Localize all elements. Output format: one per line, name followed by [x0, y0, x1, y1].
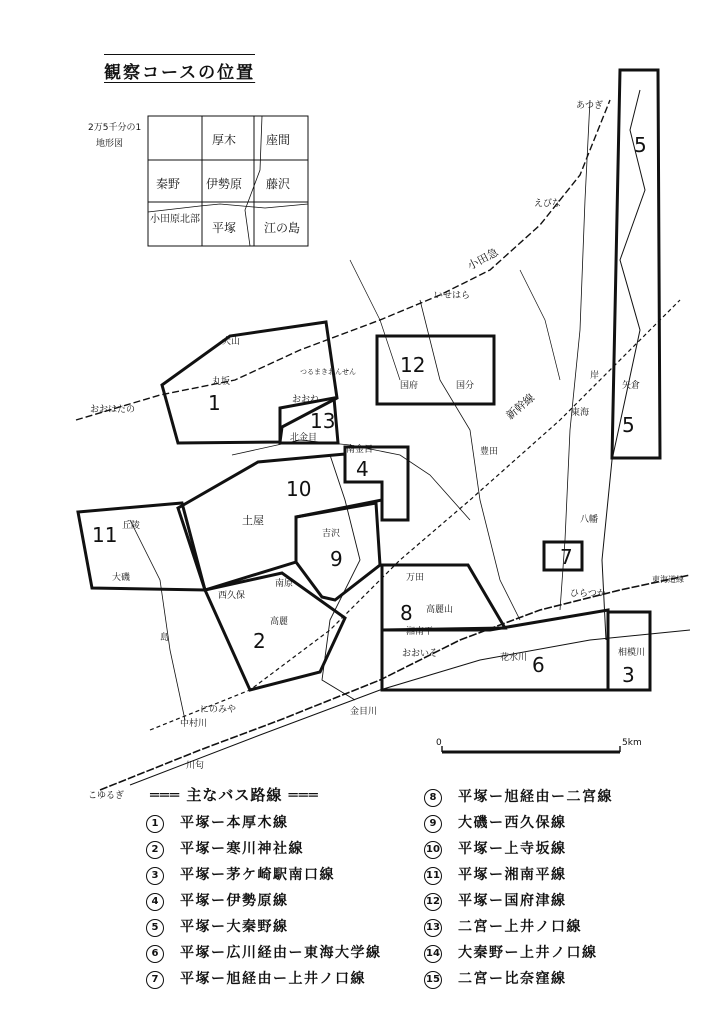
- label-toyoda: 豊田: [480, 447, 499, 457]
- index-cell-zama: 座間: [266, 133, 291, 147]
- course-label-5b: 5: [622, 413, 635, 437]
- legend-route-8: [424, 786, 613, 807]
- label-odakyu: 小田急: [465, 245, 501, 273]
- course-label-13: 13: [310, 409, 336, 433]
- label-kishi: 岸: [590, 371, 600, 381]
- label-kokubu: 国分: [456, 381, 475, 391]
- route-number: 11: [424, 867, 442, 885]
- label-shonan: 湘南平: [406, 627, 434, 637]
- index-cell-atsugi: 厚木: [212, 133, 237, 147]
- label-isehara: いせはら: [434, 291, 471, 301]
- route-name: 平塚ー大秦野線: [180, 919, 289, 935]
- route-name: 平塚ー旭経由ー二宮線: [458, 789, 613, 805]
- legend-route-3: [146, 864, 335, 885]
- label-tsuchiya: 土屋: [242, 514, 264, 527]
- course-label-5a: 5: [634, 133, 647, 157]
- scale-zero: 0: [436, 738, 442, 748]
- label-kita-kanazawa: 北金目: [290, 433, 318, 443]
- legend-route-10: [424, 838, 567, 859]
- stream-d: [520, 270, 560, 380]
- route-number: 15: [424, 971, 442, 989]
- page-title: 観察コースの位置: [104, 58, 255, 83]
- route-number: 12: [424, 893, 442, 911]
- legend-route-6: [146, 942, 382, 963]
- label-hadano: おおはたの: [90, 405, 136, 415]
- label-marusaka: 丸坂: [212, 377, 231, 387]
- label-oiso: おおいそ: [402, 649, 439, 659]
- course-label-10: 10: [286, 477, 312, 501]
- tokaido-line: [100, 575, 690, 790]
- stream-a: [420, 300, 520, 620]
- index-cell-odawara: 小田原北部: [150, 214, 200, 225]
- route-name: 平塚ー旭経由ー上井ノ口線: [180, 971, 366, 987]
- scale-five: 5km: [622, 738, 642, 748]
- route-number: 2: [146, 841, 164, 859]
- course-label-11: 11: [92, 523, 118, 547]
- course-label-12: 12: [400, 353, 426, 377]
- sagami-river: [602, 90, 645, 640]
- course-area-5: [612, 70, 660, 458]
- legend-route-12: [424, 890, 567, 911]
- route-name: 二宮ー比奈窪線: [458, 971, 567, 987]
- label-shima: 島: [160, 633, 170, 643]
- label-oyama: 大山: [222, 337, 241, 347]
- route-name: 平塚ー上寺坂線: [458, 841, 567, 857]
- legend-route-14: [424, 942, 598, 963]
- label-oiso-2: 大磯: [112, 573, 131, 583]
- label-sagami-river: 相模川: [618, 648, 646, 658]
- route-name: 平塚ー国府津線: [458, 893, 567, 909]
- label-tsurumaki: つるまきおんせん: [300, 368, 356, 376]
- label-minamiharu: 南原: [275, 579, 294, 589]
- course-label-1: 1: [208, 391, 221, 415]
- route-number: 10: [424, 841, 442, 859]
- course-label-3: 3: [622, 663, 635, 687]
- index-cell-hadano: 秦野: [156, 177, 181, 191]
- route-name: 平塚ー広川経由ー東海大学線: [180, 945, 382, 961]
- legend-route-4: [146, 890, 289, 911]
- route-name: 大秦野ー上井ノ口線: [458, 945, 598, 961]
- label-higashi: 東海: [571, 408, 590, 418]
- route-name: 平塚ー本厚木線: [180, 815, 289, 831]
- course-label-4: 4: [356, 457, 369, 481]
- index-cell-isehara: 伊勢原: [206, 177, 243, 191]
- legend-route-2: [146, 838, 304, 859]
- label-hiratsuka: ひらつか: [570, 589, 606, 599]
- legend-route-7: [146, 968, 366, 989]
- label-manda: 万田: [406, 573, 425, 583]
- route-number: 3: [146, 867, 164, 885]
- label-kanezawa-line: 丘陵: [122, 521, 141, 531]
- route-name: 平塚ー茅ケ崎駅南口線: [180, 867, 335, 883]
- route-name: 平塚ー伊勢原線: [180, 893, 289, 909]
- route-number: 8: [424, 789, 442, 807]
- course-area-12: [377, 336, 494, 404]
- legend-route-1: [146, 812, 289, 833]
- label-nakamura-river: 中村川: [180, 719, 208, 729]
- route-number: 4: [146, 893, 164, 911]
- stream-c: [350, 260, 400, 380]
- label-shinkansen: 新幹線: [503, 391, 538, 423]
- index-cell-hiratsuka: 平塚: [212, 221, 237, 235]
- course-label-8: 8: [400, 601, 413, 625]
- course-label-6: 6: [532, 653, 545, 677]
- route-name: 大磯ー西久保線: [458, 815, 567, 831]
- label-ebina: えびな: [534, 199, 562, 209]
- route-number: 7: [146, 971, 164, 989]
- legend-route-13: [424, 916, 582, 937]
- label-minami-kanazawa: 南金目: [346, 445, 374, 455]
- route-name: 平塚ー湘南平線: [458, 867, 567, 883]
- road-1: [560, 100, 590, 610]
- label-kou-river: 花水川: [500, 653, 528, 663]
- kaneme-river: [322, 455, 360, 700]
- route-name: 二宮ー上井ノ口線: [458, 919, 582, 935]
- route-number: 14: [424, 945, 442, 963]
- label-koyurugi: こゆるぎ: [88, 791, 125, 801]
- index-cell-fujisawa: 藤沢: [266, 177, 291, 191]
- course-label-2: 2: [253, 629, 266, 653]
- route-number: 13: [424, 919, 442, 937]
- label-oone: おおね: [292, 395, 320, 405]
- legend-heading: ═══ 主なバス路線 ═══: [150, 786, 319, 804]
- label-kosaka: 高麗: [270, 617, 289, 627]
- index-cell-enoshima: 江の島: [264, 221, 301, 235]
- label-kawawa: 川匂: [186, 761, 205, 771]
- route-name: 平塚ー寒川神社線: [180, 841, 304, 857]
- label-tokaido: 東海道線: [652, 575, 684, 584]
- label-atsugi: あつぎ: [576, 101, 604, 111]
- index-caption-1: 2万5千分の1: [88, 123, 142, 133]
- index-caption-2: 地形図: [96, 139, 124, 149]
- stream-b: [130, 520, 185, 720]
- legend-route-15: [424, 968, 567, 989]
- course-area-10: [178, 454, 382, 590]
- label-kinbe: 吉沢: [322, 529, 341, 539]
- legend-route-9: [424, 812, 567, 833]
- route-number: 9: [424, 815, 442, 833]
- label-yahata: 八幡: [580, 515, 599, 525]
- course-label-9: 9: [330, 547, 343, 571]
- label-nishikubo: 西久保: [218, 591, 246, 601]
- label-koufu: 国府: [400, 381, 419, 391]
- legend-route-11: [424, 864, 567, 885]
- scale-bar: [442, 746, 620, 752]
- label-kaneme-river: 金目川: [350, 707, 378, 717]
- label-takamatsu: 高麗山: [426, 605, 454, 615]
- label-yatsuko: 矢倉: [622, 381, 641, 391]
- route-number: 6: [146, 945, 164, 963]
- legend-route-5: [146, 916, 289, 937]
- label-ninomiya: にのみや: [200, 705, 237, 715]
- route-number: 5: [146, 919, 164, 937]
- route-number: 1: [146, 815, 164, 833]
- course-label-7: 7: [560, 545, 573, 569]
